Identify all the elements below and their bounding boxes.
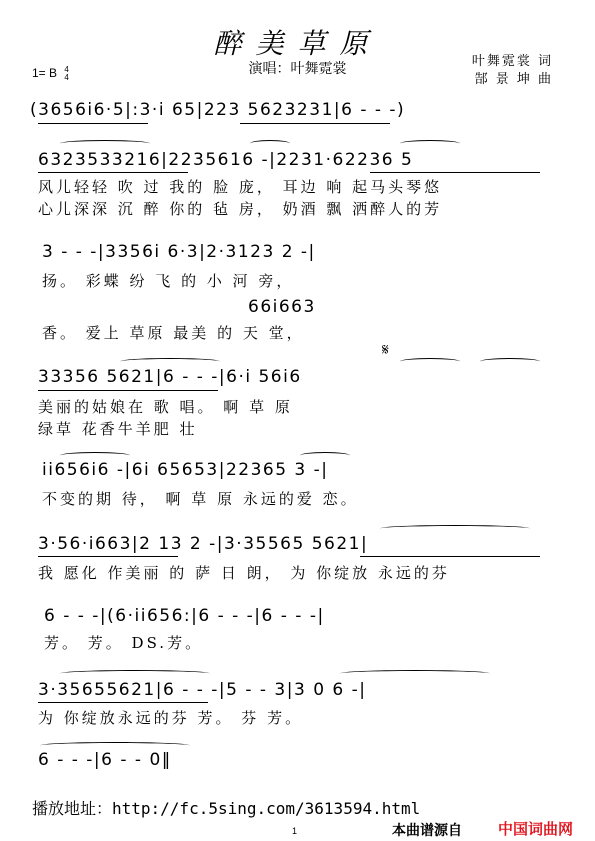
time-signature [64,66,68,82]
score-line-7-notes: 3·56·i663|2 13 2 -|3·35565 5621| [38,534,369,554]
slur-mark [250,140,290,147]
score-line-5-lyric-1: 美丽的姑娘在 歌 唱。 啊 草 原 [38,398,293,416]
beam-mark [370,172,540,173]
slur-mark [120,358,220,365]
slur-mark [300,452,350,459]
score-line-2-lyric-2: 心儿深深 沉 醉 你的 毡 房， 奶酒 飘 洒醉人的芳 [38,200,443,218]
score-line-5-lyric-2: 绿草 花香牛羊肥 壮 [38,420,198,438]
slur-mark [340,670,490,677]
meter-top: 4 [64,65,69,74]
beam-mark [38,556,178,557]
score-line-4-lyric: 香。 爱上 草原 最美 的 天 堂， [42,324,305,342]
score-line-7-lyric: 我 愿化 作美丽 的 萨 日 朗， 为 你绽放 永远的芬 [38,564,450,582]
score-line-3-lyric: 扬。 彩蝶 纷 飞 的 小 河 旁， [42,272,295,290]
score-line-10-notes: 6 - - -|6 - - 0‖ [38,750,172,770]
beam-mark [38,390,218,391]
beam-mark [360,556,540,557]
composer-credit: 郜 景 坤 曲 [474,72,553,87]
slur-mark [400,358,460,365]
score-line-9-lyric: 为 你绽放永远的芬 芳。 芬 芳。 [38,709,304,727]
beam-mark [38,702,208,703]
score-line-4-notes: 66i663 [248,297,316,317]
singer-credit: 演唱：叶舞霓裳 [248,61,347,77]
score-line-8-notes: 6 - - -|(6·ii656:|6 - - -|6 - - -| [44,606,325,626]
score-line-6-notes: ii656i6 -|6i 65653|22365 3 -| [42,460,329,480]
slur-mark [60,452,130,459]
slur-mark [400,140,460,147]
lyricist-credit: 叶舞霓裳 词 [471,54,553,69]
slur-mark [480,358,540,365]
key-label: 1= B [32,66,58,81]
beam-mark [240,123,390,124]
score-line-2-notes: 6323533216|2235616 -|2231·62236 5 [38,150,414,170]
score-line-1-notes: (3656i6·5|:3·i 65|223 5623231|6 - - -) [30,100,406,120]
beam-mark [38,123,148,124]
score-line-5-notes: 33356 5621|6 - - -|6·i 56i6 [38,367,302,387]
score-line-8-lyric: 芳。 芳。 DS.芳。 [44,634,204,652]
page-number: 1 [292,826,298,836]
score-line-2-lyric-1: 风儿轻轻 吹 过 我的 脸 庞， 耳边 响 起马头琴悠 [38,178,443,196]
slur-mark [60,670,210,677]
score-line-9-notes: 3·35655621|6 - - -|5 - - 3|3 0 6 -| [38,680,367,700]
slur-mark [60,140,150,147]
score-line-6-lyric: 不变的期 待， 啊 草 原 永远的爱 恋。 [42,490,359,508]
key-signature [32,66,69,82]
slur-mark [40,742,190,749]
segno-sign: 𝄋 [382,340,389,359]
score-line-3-notes: 3 - - -|3356i 6·3|2·3123 2 -| [42,242,316,262]
page-title: 醉美草原 [213,27,382,60]
beam-mark [38,172,188,173]
brand-logo-text: 中国词曲网 [498,820,574,838]
slur-mark [380,525,530,532]
meter-bottom: 4 [64,73,69,82]
source-label: 本曲谱源自 [392,823,462,839]
playback-address: 播放地址：http://fc.5sing.com/3613594.html [32,799,421,818]
